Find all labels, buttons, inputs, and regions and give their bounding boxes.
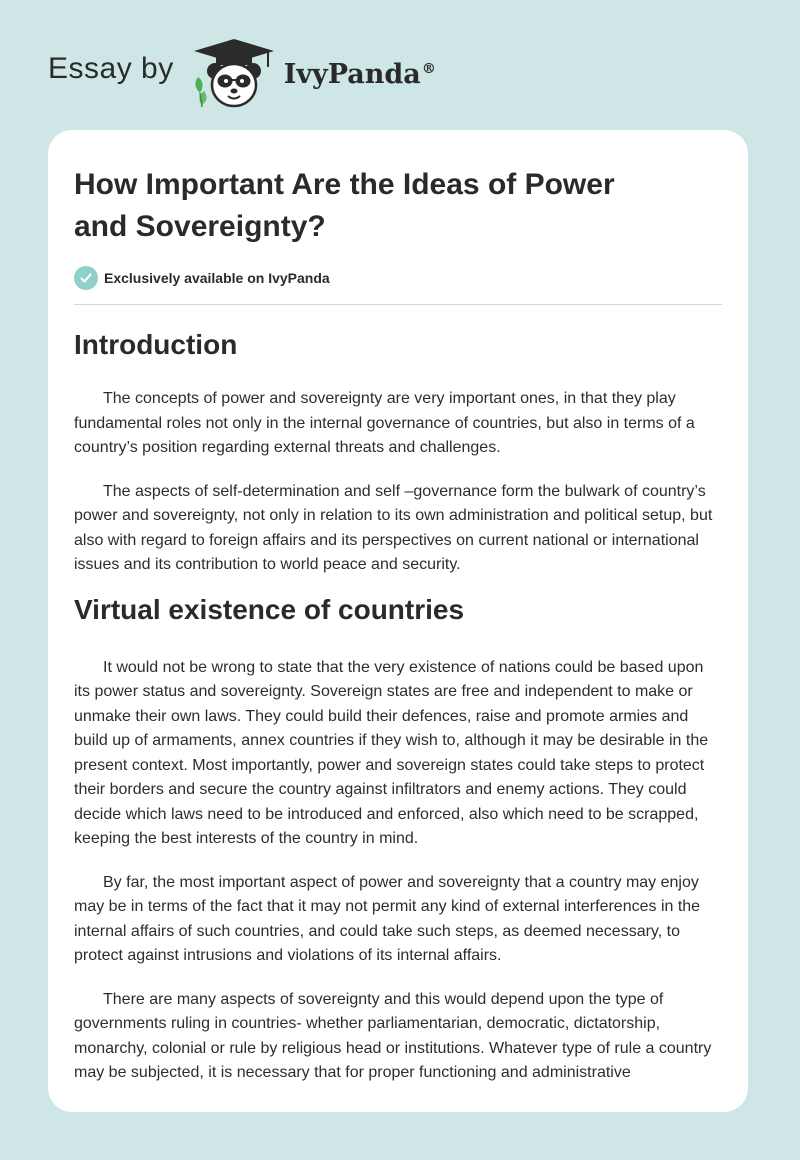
site-header [48, 34, 436, 112]
essay-by-label: Essay by [48, 52, 174, 85]
exclusive-badge [74, 266, 722, 305]
section-heading-virtual-existence: Virtual existence of countries [74, 593, 465, 625]
section-heading-introduction: Introduction [74, 329, 238, 360]
registered-mark: ® [421, 60, 436, 77]
title-line-2: and Sovereignty? [74, 210, 326, 243]
paragraph: It would not be wrong to state that the very existence of nations could be based upon its power status and sovereignty. Sovereign states are free and independent to make or unmake their own laws. They could build their defences, raise and promote armies and build up of armaments, annex countries if they wish to, although it may be desirable in the present context. Most importantly, power and sovereign states could take steps to protect their borders and secure the country against infiltrators and enemy actions. They could decide which laws need to be introduced and enforced, also which need to be scrapped, keeping the best interests of the country in mind. [74, 658, 709, 847]
page-title [74, 164, 722, 248]
paragraph: The concepts of power and sovereignty are very important ones, in that they play fundamental roles not only in the internal governance of countries, but also in terms of a country’s position regarding external threats and challenges. [74, 390, 695, 456]
title-line-1: How Important Are the Ideas of Power [74, 168, 615, 201]
paragraph: The aspects of self-determination and self –governance form the bulwark of country’s power and sovereignty, not only in relation to its own administration and political setup, but also with regard to foreign affairs and its perspectives on current national or international issues and its contribution to world peace and security. [74, 482, 713, 573]
check-circle-icon [74, 266, 98, 290]
exclusive-label: Exclusively available on IvyPanda [104, 270, 330, 286]
brand-name[interactable]: IvyPanda® [283, 58, 436, 90]
panda-graduate-icon[interactable] [188, 35, 280, 111]
paragraph: By far, the most important aspect of power and sovereignty that a country may enjoy may be in terms of the fact that it may not permit any kind of external interferences in the internal affairs of such countries, and could take such steps, as deemed necessary, to protect against intrusions and violations of its internal affairs. [74, 873, 701, 964]
paragraph: There are many aspects of sovereignty and this would depend upon the type of governments ruling in countries- whether parliamentarian, democratic, dictatorship, monarchy, colonial or rule by religious head or institutions. Whatever type of rule a country may be subjected, it is necessary that for proper functioning and administrative [74, 990, 712, 1081]
article-card [48, 130, 748, 1112]
